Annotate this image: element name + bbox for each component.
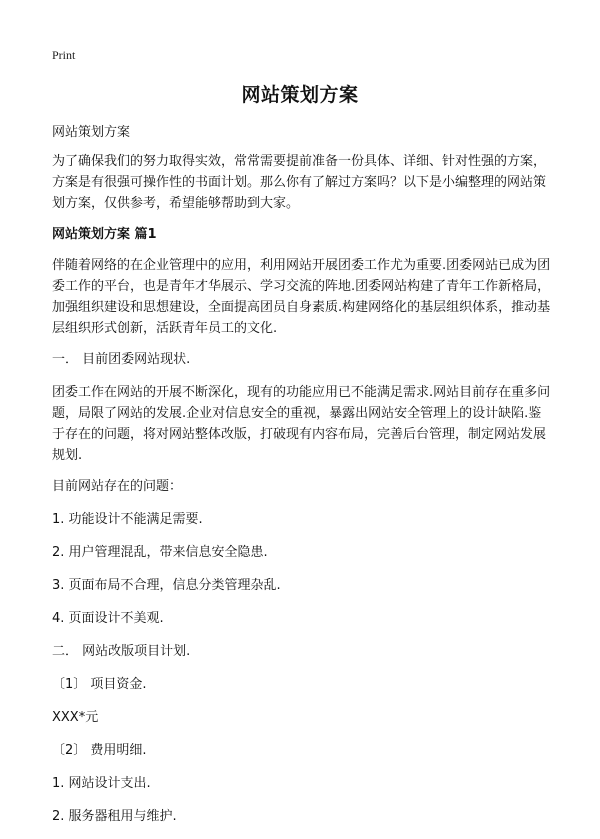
sub-heading-costs: 〔2〕 费用明细. xyxy=(52,743,147,758)
list-item: 2. 服务器租用与维护. xyxy=(52,809,177,824)
list-item: 2. 用户管理混乱，带来信息安全隐患. xyxy=(52,545,268,560)
list-item: 1. 功能设计不能满足需要. xyxy=(52,512,203,527)
list-item: 4. 页面设计不美观. xyxy=(52,611,164,626)
problems-heading: 目前网站存在的问题： xyxy=(52,479,183,494)
document-body xyxy=(52,122,552,839)
paragraph-1: 伴随着网络的在企业管理中的应用，利用网站开展团委工作尤为重要.团委网站已成为团委工作的平台，也是青年才华展示、学习交流的阵地.团委网站构建了青年工作新格局，加强组织建设和思想建设，全面提高团员自身素质.构建网络化的基层组织体系，推动基层组织形式创新，活跃青年员工的文化. xyxy=(52,258,551,336)
point-heading-1: 一． 目前团委网站现状. xyxy=(52,352,191,367)
sub-heading-funds: 〔1〕 项目资金. xyxy=(52,677,147,692)
section-heading: 网站策划方案 篇1 xyxy=(52,227,157,242)
list-item: 3. 页面布局不合理，信息分类管理杂乱. xyxy=(52,578,281,593)
amount-value: XXX*元 xyxy=(52,710,99,725)
page-title: 网站策划方案 xyxy=(241,84,359,106)
list-item: 1. 网站设计支出. xyxy=(52,776,151,791)
point-heading-2: 二． 网站改版项目计划. xyxy=(52,644,191,659)
intro-paragraph: 为了确保我们的努力取得实效，常常需要提前准备一份具体、详细、针对性强的方案，方案是有很强可操作性的书面计划。那么你有了解过方案吗？以下是小编整理的网站策划方案，仅供参考，希望能够帮助到大家。 xyxy=(52,154,547,211)
print-label[interactable]: Print xyxy=(52,48,76,62)
paragraph-2: 团委工作在网站的开展不断深化，现有的功能应用已不能满足需求.网站目前存在重多问题，局限了网站的发展.企业对信息安全的重视，暴露出网站安全管理上的设计缺陷.鉴于存在的问题，将对网站整体改版，打破现有内容布局，完善后台管理，制定网站发展规划. xyxy=(52,385,551,463)
subtitle: 网站策划方案 xyxy=(52,125,131,140)
